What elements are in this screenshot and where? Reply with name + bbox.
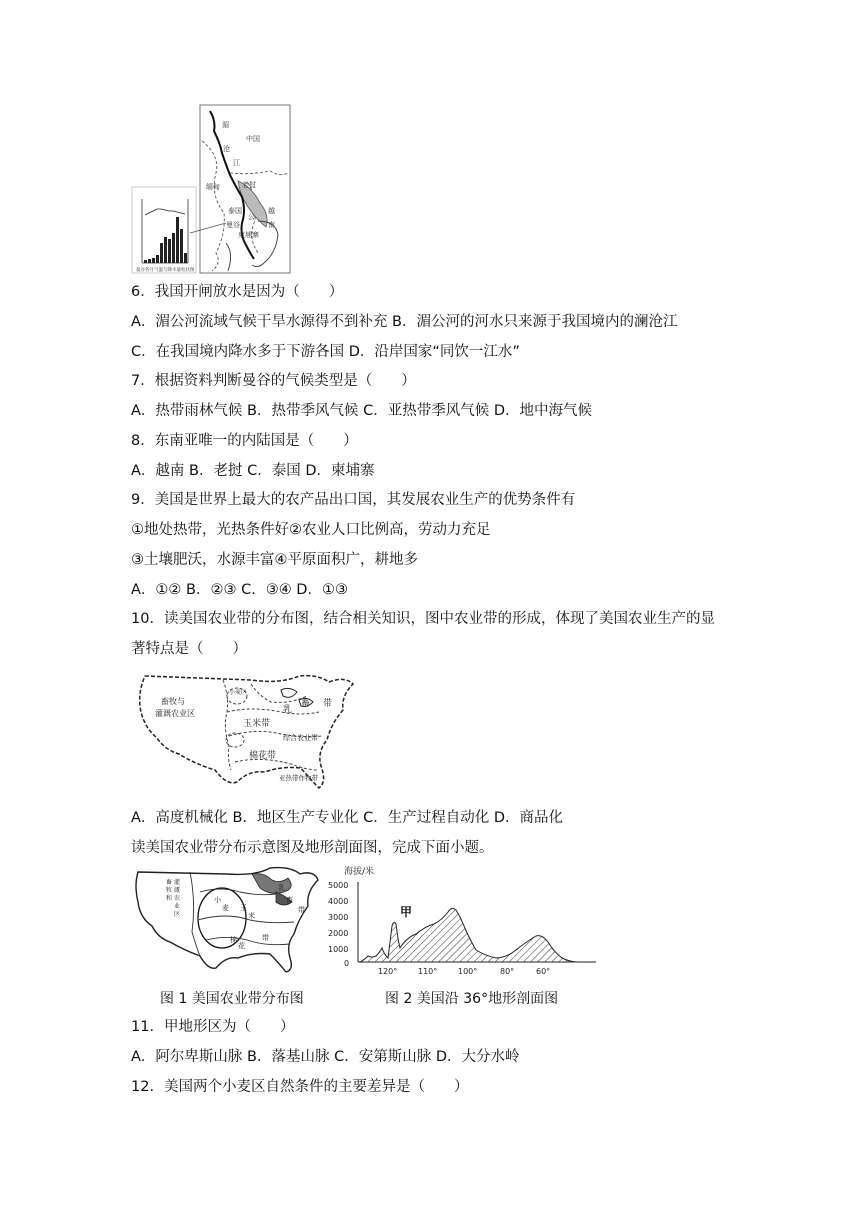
fig2-svg xyxy=(326,862,596,978)
map-label: 柬埔寨 xyxy=(238,231,259,239)
q11-options: A．阿尔卑斯山脉 B．落基山脉 C．安第斯山脉 D．大分水岭 xyxy=(131,1049,520,1065)
map-label: 玉米带 xyxy=(243,719,271,729)
map-label: 缅甸 xyxy=(206,183,220,191)
fig2-ytick: 5000 xyxy=(328,881,349,890)
fig2-ytick: 2000 xyxy=(328,929,349,938)
fig2-ytick: 0 xyxy=(344,959,350,968)
q10-stem-line-2: 著特点是（ ） xyxy=(131,641,247,657)
fig2-caption: 图 2 美国沿 36°地形剖面图 xyxy=(385,991,559,1007)
map-label: 公 xyxy=(248,213,255,221)
map-label: 农 xyxy=(174,895,181,902)
map-label: 中国 xyxy=(246,135,260,143)
q6-options-ab: A．湄公河流域气候干旱水源得不到补充 B．湄公河的河水只来源于我国境内的澜沧江 xyxy=(131,314,678,330)
fig2-xtick: 100° xyxy=(458,967,478,976)
map-label: 综合农业带 xyxy=(283,734,318,742)
q10-options: A．高度机械化 B．地区生产专业化 C．生产过程自动化 D．商品化 xyxy=(131,810,563,826)
map-label: 带 xyxy=(323,699,333,709)
map-label: 灌 xyxy=(174,879,181,886)
q7-stem: 7．根据资料判断曼谷的气候类型是（ ） xyxy=(131,373,416,389)
fig1-caption: 图 1 美国农业带分布图 xyxy=(160,991,304,1007)
fig2-xtick: 110° xyxy=(418,967,438,976)
q8-stem: 8．东南亚唯一的内陆国是（ ） xyxy=(131,433,358,449)
fig2-ytick: 3000 xyxy=(328,913,349,922)
map-label: 麦 xyxy=(222,904,229,912)
map-label: 棉 xyxy=(230,936,237,944)
q12-stem: 12．美国两个小麦区自然条件的主要差异是（ ） xyxy=(131,1079,469,1095)
q7-options: A．热带雨林气候 B．热带季风气候 C．亚热带季风气候 D．地中海气候 xyxy=(131,403,592,419)
fig2-ylabel: 海拔/米 xyxy=(344,867,375,877)
fig1-svg xyxy=(130,862,322,974)
map-label: 区 xyxy=(174,911,181,918)
map-label: 曼谷 xyxy=(226,221,240,229)
map-label: 溉 xyxy=(174,887,181,894)
map-label: 带 xyxy=(262,934,269,942)
map-label: 畜 xyxy=(286,896,293,904)
map-label: 灌溉农业区 xyxy=(155,709,195,718)
map-label: 畜 xyxy=(166,879,173,886)
map-label: 牧 xyxy=(166,887,173,894)
q9-item-2: ③土壤肥沃，水源丰富④平原面积广，耕地多 xyxy=(131,552,418,568)
q6-stem: 6．我国开闸放水是因为（ ） xyxy=(131,284,344,300)
map-label: 小 xyxy=(214,896,221,904)
map-label: 带 xyxy=(298,906,305,914)
map-label: 业 xyxy=(174,903,181,910)
fig2-xtick: 60° xyxy=(536,967,551,976)
us-agri-belt-svg xyxy=(131,666,361,796)
fig2-xtick: 80° xyxy=(500,967,515,976)
q9-item-1: ①地处热带，光热条件好②农业人口比例高，劳动力充足 xyxy=(131,522,491,538)
fig2-ytick: 4000 xyxy=(328,897,349,906)
map-label: 乳 xyxy=(283,705,293,715)
map-label: 泰国 xyxy=(228,207,242,215)
map-label: 越 xyxy=(268,207,275,215)
map-label: 棉花带 xyxy=(249,751,277,761)
map-label: 米 xyxy=(248,912,255,920)
map-label: 玉 xyxy=(240,904,247,912)
fig2-ytick: 1000 xyxy=(328,945,349,954)
map-label: 和 xyxy=(166,895,173,902)
climate-chart-caption: 曼谷各月气温与降水量柱状图 xyxy=(136,268,195,273)
q8-options: A．越南 B．老挝 C．泰国 D．柬埔寨 xyxy=(131,463,375,479)
map-label: 花 xyxy=(238,942,245,950)
q11-stem: 11．甲地形区为（ ） xyxy=(131,1019,295,1035)
q9-stem: 9．美国是世界上最大的农产品出口国，其发展农业生产的优势条件有 xyxy=(131,492,576,508)
mekong-figure xyxy=(130,103,292,275)
map-label: 老挝 xyxy=(242,181,256,189)
q6-options-cd: C．在我国境内降水多于下游各国 D．沿岸国家“同饮一江水” xyxy=(131,344,520,360)
map-label: 沧 xyxy=(223,145,230,153)
q10-stem-line-1: 10．读美国农业带的分布图，结合相关知识，图中农业带的形成，体现了美国农业生产的显 xyxy=(131,611,715,627)
map-label: 亚热带作物带 xyxy=(279,774,318,782)
map-label: 乳 xyxy=(278,884,285,892)
map-label: 南 xyxy=(268,221,275,229)
fig1-agri-belt-map xyxy=(130,862,322,974)
mekong-map xyxy=(130,103,292,275)
map-label: 畜牧与 xyxy=(161,697,185,706)
fig2-xtick: 120° xyxy=(378,967,398,976)
fig2-marker-jia: 甲 xyxy=(400,905,413,919)
section-intro: 读美国农业带分布示意图及地形剖面图，完成下面小题。 xyxy=(131,840,494,856)
fig2-terrain-profile xyxy=(326,862,596,978)
q9-options: A．①② B．②③ C．③④ D．①③ xyxy=(131,582,348,598)
map-label: 湄 xyxy=(222,121,229,129)
map-label: 江 xyxy=(233,159,240,167)
us-agri-belt-map xyxy=(131,666,361,796)
map-label: 小麦区 xyxy=(229,689,248,696)
map-label: 畜 xyxy=(301,699,311,709)
